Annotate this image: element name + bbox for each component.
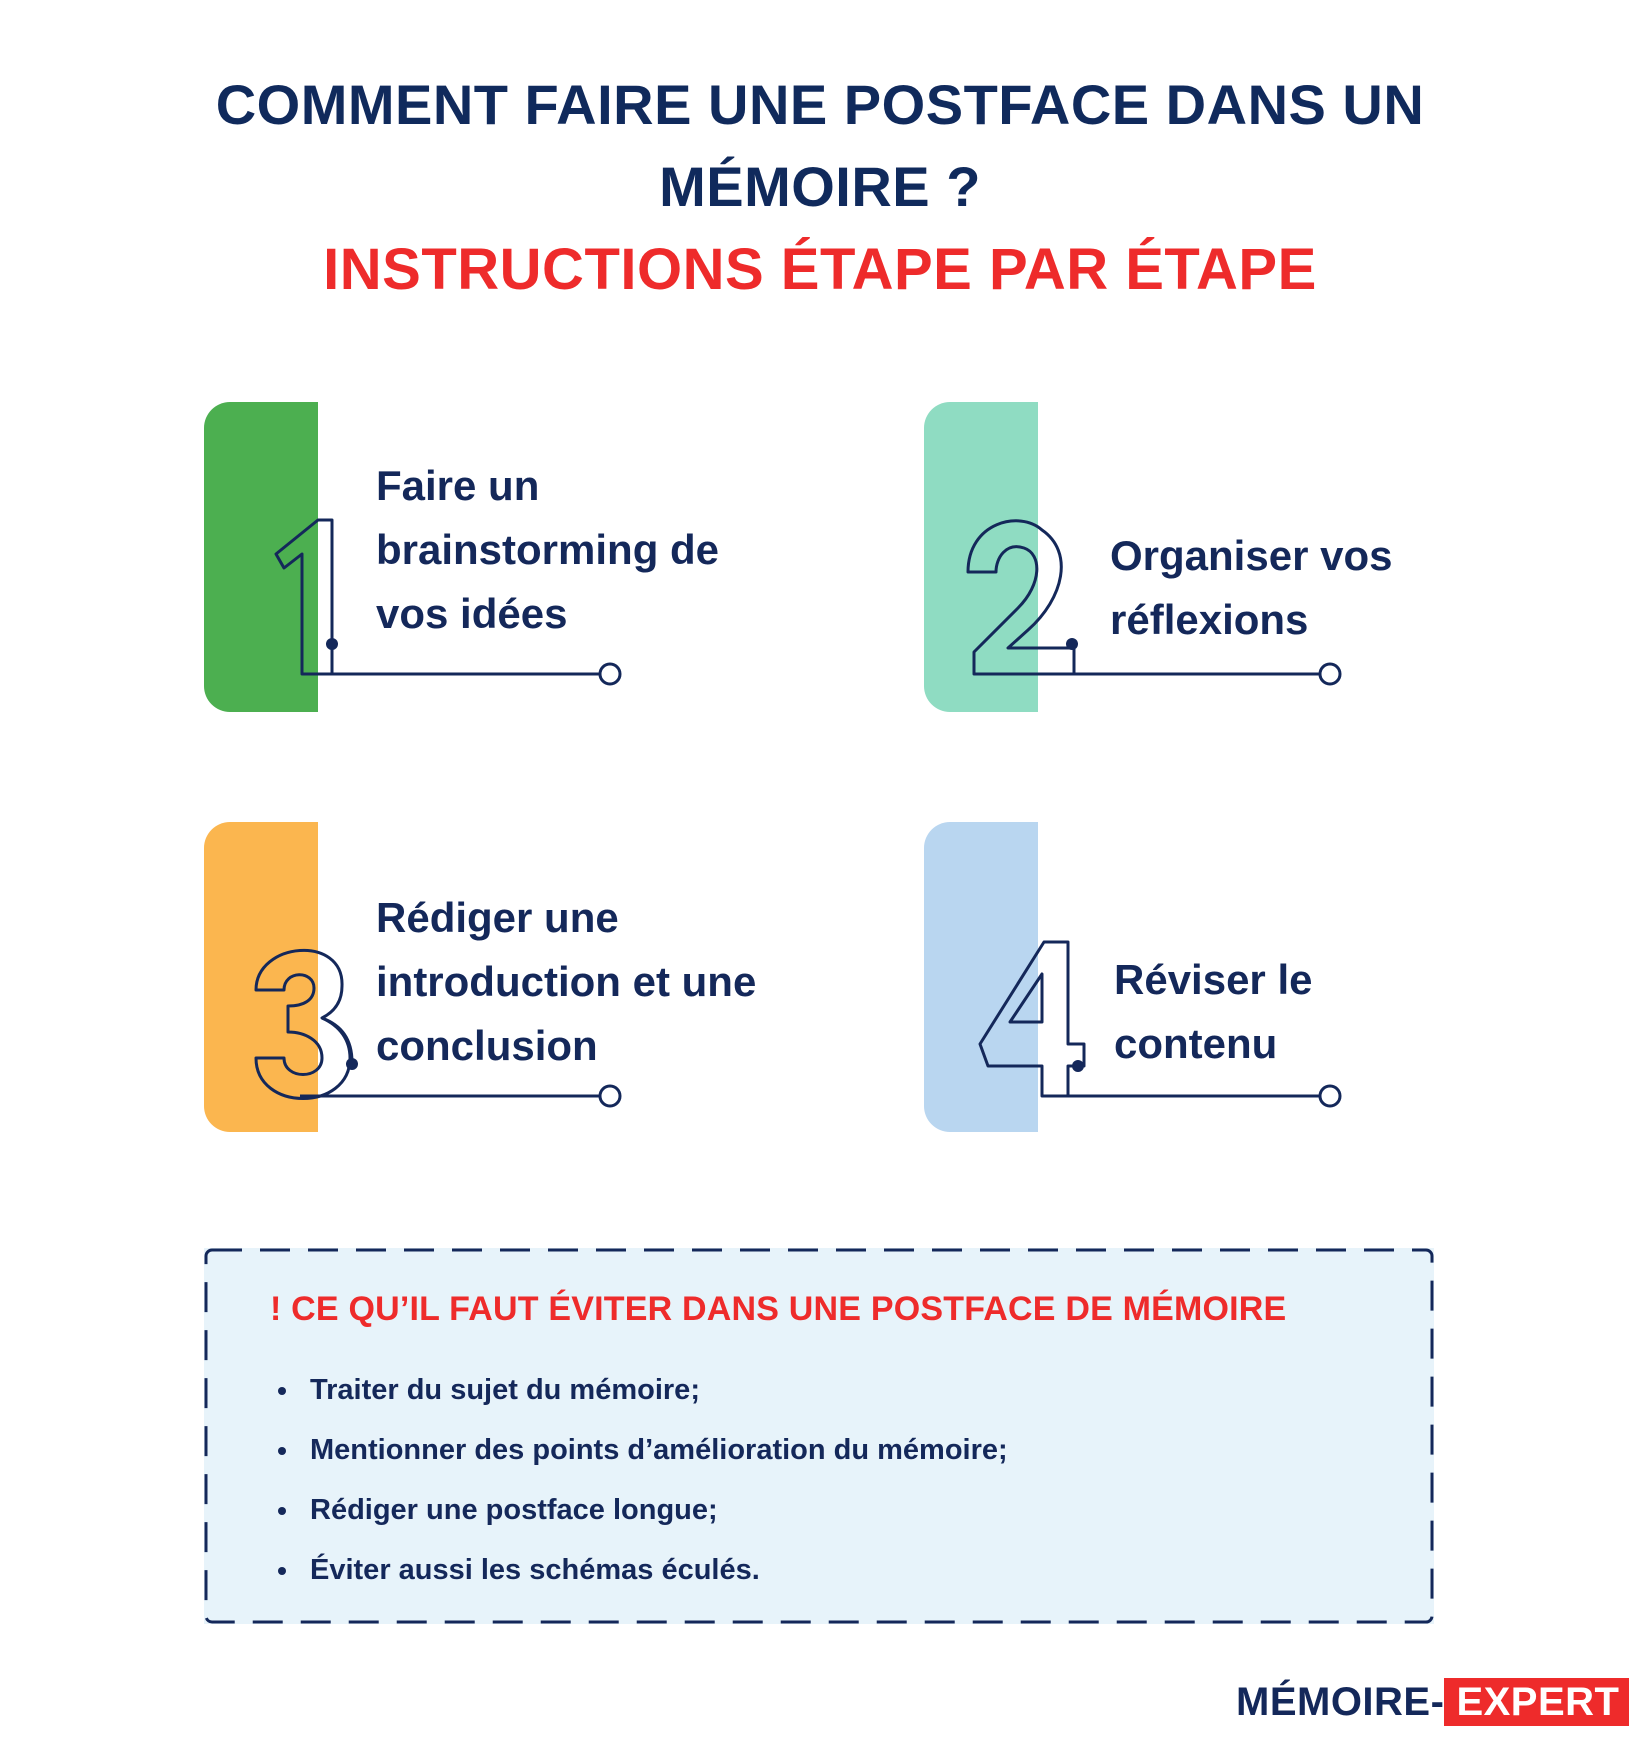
step-2-line-2: réflexions [1110,596,1309,643]
step-1 [204,402,824,722]
step-1-label [376,454,719,646]
step-3-line-2: introduction et une [376,958,757,1005]
bullet-icon [278,1387,286,1395]
step-2-label [1110,524,1392,652]
bullet-icon [278,1507,286,1515]
list-item [270,1480,1008,1540]
bullet-icon [278,1567,286,1575]
step-3-label [376,886,756,1078]
list-item [270,1420,1008,1480]
step-2-line-1: Organiser vos [1110,532,1393,579]
step-4 [924,822,1544,1142]
logo-text-part-2: EXPERT [1444,1678,1629,1726]
list-item-text: Traiter du sujet du mémoire; [310,1374,700,1406]
list-item-text: Rédiger une postface longue; [310,1494,718,1526]
bullet-icon [278,1447,286,1455]
list-item-text: Éviter aussi les schémas éculés. [310,1554,760,1586]
title-line-2: MÉMOIRE ? [659,155,981,218]
warning-list [270,1360,1008,1600]
logo-text-part-1: MÉMOIRE- [1236,1679,1445,1724]
step-3 [204,822,824,1142]
step-3-line-1: Rédiger une [376,894,619,941]
step-4-line-1: Réviser le [1114,956,1313,1003]
subtitle: INSTRUCTIONS ÉTAPE PAR ÉTAPE [323,237,1317,302]
step-4-label [1114,948,1312,1076]
step-1-line-3: vos idées [376,590,568,637]
step-1-line-2: brainstorming de [376,526,720,573]
step-1-line-1: Faire un [376,462,540,509]
list-item [270,1360,1008,1420]
warning-panel [204,1248,1434,1624]
title-line-1: COMMENT FAIRE UNE POSTFACE DANS UN [215,73,1425,136]
brand-logo [1236,1678,1629,1732]
step-3-line-3: conclusion [376,1022,598,1069]
list-item-text: Mentionner des points d’amélioration du mémoire; [310,1434,1008,1466]
step-4-line-2: contenu [1114,1020,1278,1067]
step-2 [924,402,1544,722]
list-item [270,1540,1008,1600]
warning-title: ! CE QU’IL FAUT ÉVITER DANS UNE POSTFACE DE MÉMOIRE [270,1290,1287,1328]
page-title [0,64,1640,312]
